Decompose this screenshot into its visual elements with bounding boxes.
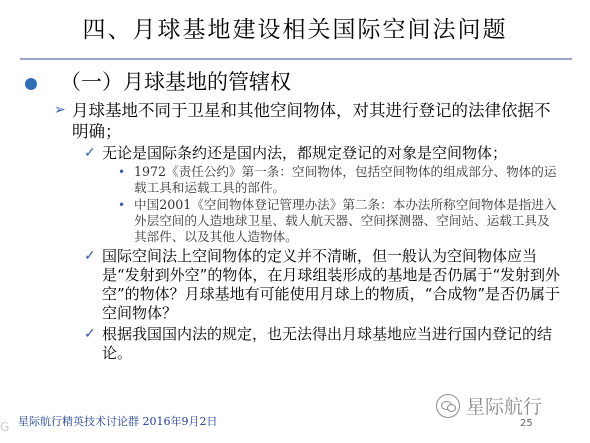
- heading-item: [22, 68, 562, 96]
- sub-sub-item-1-text: 1972《责任公约》第一条：空间物体，包括空间物体的组成部分、物体的运载工具和运载工具的部件。: [134, 164, 557, 195]
- sub-item-1-text: 无论是国际条约还是国内法，都规定登记的对象是空间物体；: [102, 144, 508, 162]
- title-divider: [20, 58, 572, 60]
- sub-sub-item-2: [22, 197, 562, 245]
- sub-item-1: [22, 144, 562, 163]
- sub-item-3: [22, 325, 562, 363]
- footer-text: 星际航行精英技术讨论群 2016年9月2日: [18, 415, 218, 428]
- sub-sub-item-2-text: 中国2001《空间物体登记管理办法》第二条：本办法所称空间物体是指进入外层空间的人造地球卫星、载人航天器、空间探测器、空间站、运载工具及其部件、以及其他人造物体。: [134, 197, 557, 244]
- point-text: 月球基地不同于卫星和其他空间物体，对其进行登记的法律依据不明确；: [72, 101, 551, 141]
- sub-item-3-text: 根据我国国内法的规定，也无法得出月球基地应当进行国内登记的结论。: [102, 325, 553, 362]
- slide-body: [22, 62, 562, 363]
- sub-sub-item-1: [22, 164, 562, 196]
- sub-item-2: [22, 247, 562, 323]
- check-bullet-icon: ✓: [84, 326, 96, 342]
- circle-bullet-icon: [25, 78, 37, 90]
- watermark: [436, 392, 542, 419]
- slide-title: 四、月球基地建设相关国际空间法问题: [82, 17, 508, 43]
- watermark-text: 星际航行: [466, 396, 543, 418]
- point-item: [22, 100, 562, 142]
- arrow-bullet-icon: ➢: [54, 102, 66, 118]
- wechat-icon: [436, 394, 460, 418]
- check-bullet-icon: ✓: [84, 248, 96, 264]
- dot-bullet-icon: •: [118, 198, 126, 212]
- sub-item-2-text: 国际空间法上空间物体的定义并不清晰，但一般认为空间物体应当是“发射到外空”的物体，在月球组装形成的基地是否仍属于“发射到外空”的物体？月球基地有可能使用月球上的物质，“合成物”是否仍属于空间物体？: [102, 247, 561, 322]
- dot-bullet-icon: •: [118, 165, 126, 179]
- heading-text: （一）月球基地的管辖权: [60, 70, 291, 94]
- corner-mark: G: [0, 420, 10, 434]
- page-number: 25: [520, 418, 533, 429]
- check-bullet-icon: ✓: [84, 145, 96, 161]
